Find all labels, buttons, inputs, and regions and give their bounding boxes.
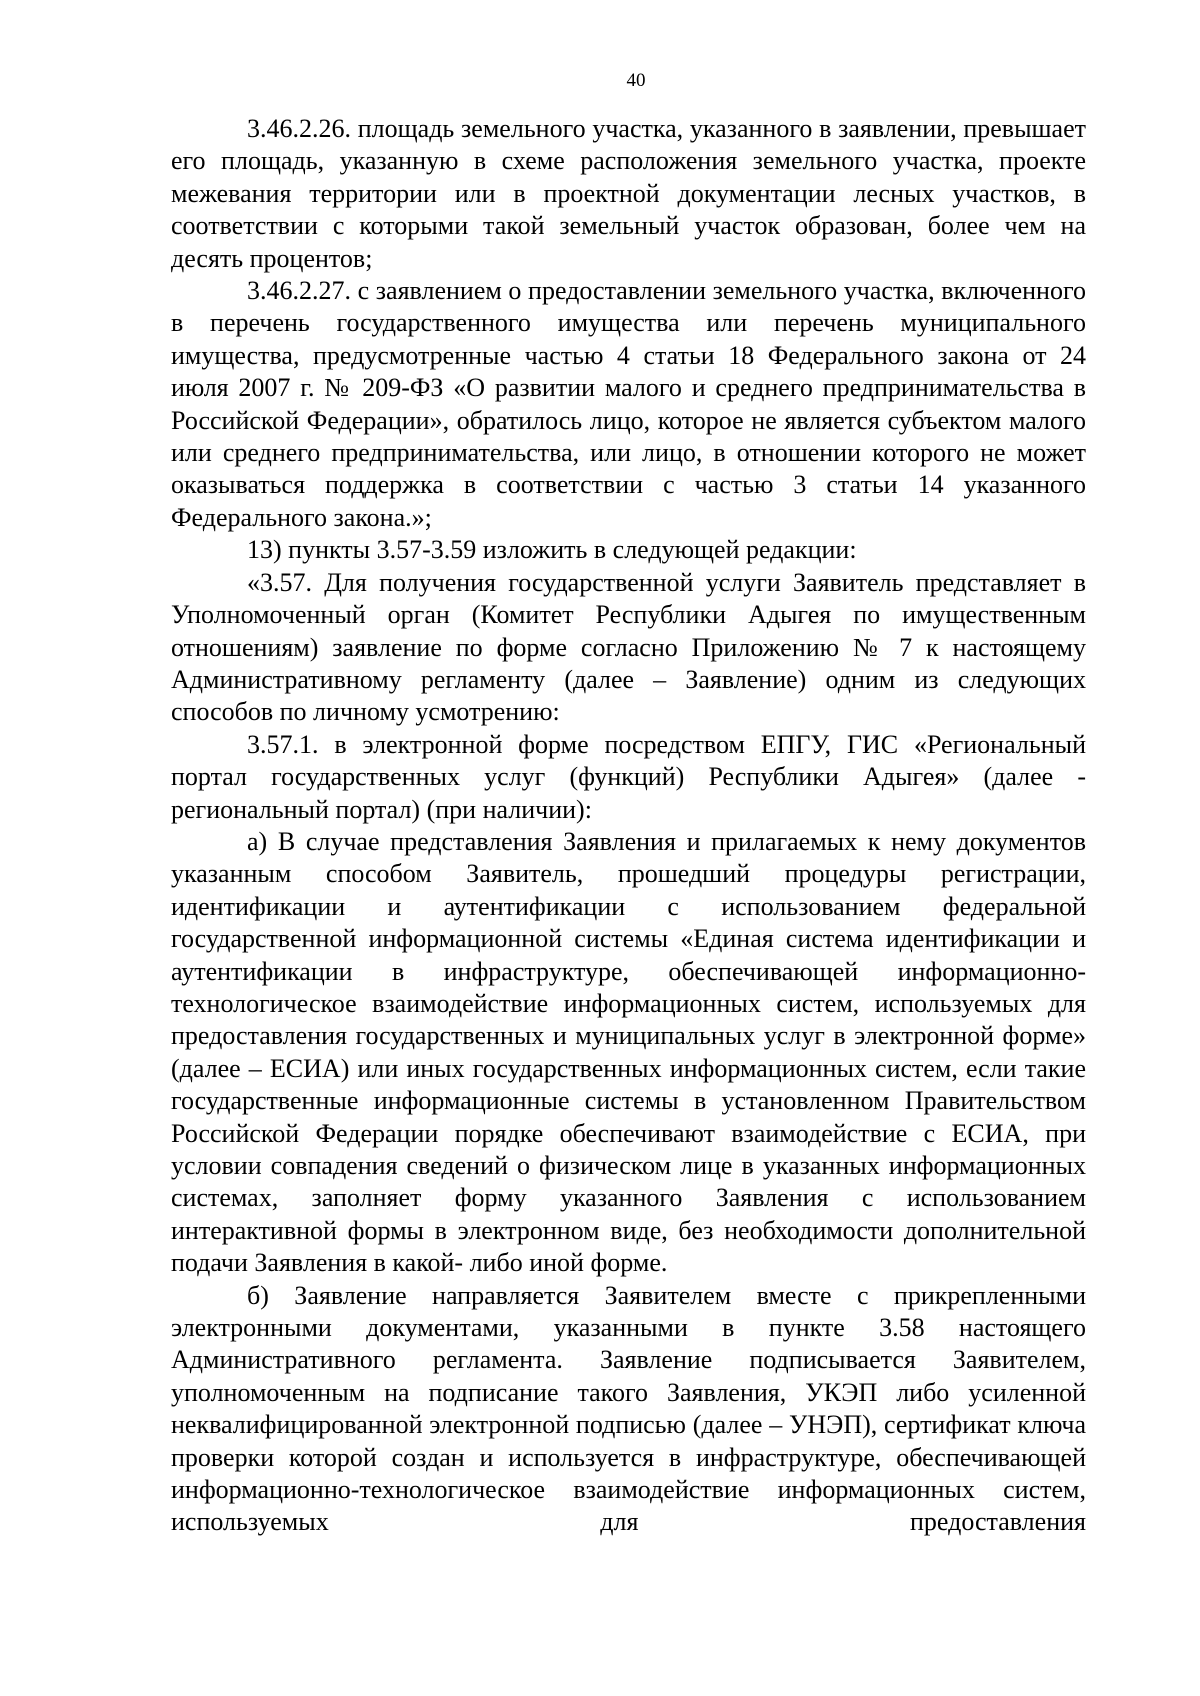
paragraph-subitem-b: б) Заявление направляется Заявителем вместе с прикрепленными электронными документами, указанными в пункте 3.58 настоящего Административного регламента. Заявление подписывается Заявителем, уполномоченным на подписание такого Заявления, УКЭП либо усиленной неквалифицированной электронной подписью (далее – УНЭП), сертификат ключа проверки которой создан и используется в инфраструктуре, обеспечивающей информационно-технологическое взаимодействие информационных систем, используемых для предоставления	[171, 1280, 1086, 1537]
paragraph-3-46-2-27: 3.46.2.27. с заявлением о предоставлении земельного участка, включенного в перечень государственного имущества или перечень муниципального имущества, предусмотренные частью 4 статьи 18 Федерального закона от 24 июля 2007 г. № 209-ФЗ «О развитии малого и среднего предпринимательства в Российской Федерации», обратилось лицо, которое не является субъектом малого или среднего предпринимательства, или лицо, в отношении которого не может оказываться поддержка в соответствии с частью 3 статьи 14 указанного Федерального закона.»;	[171, 276, 1086, 532]
page-number: 40	[626, 70, 646, 91]
paragraph-3-57-1: 3.57.1. в электронной форме посредством ЕПГУ, ГИС «Региональный портал государственных услуг (функций) Республики Адыгея» (далее - региональный портал) (при наличии):	[171, 729, 1086, 824]
paragraph-item-13: 13) пункты 3.57-3.59 изложить в следующей редакции:	[247, 535, 857, 565]
document-body	[171, 113, 1086, 1539]
paragraph-subitem-a: а) В случае представления Заявления и прилагаемых к нему документов указанным способом Заявитель, прошедший процедуры регистрации, идентификации и аутентификации с использованием федеральной государственной информационной системы «Единая система идентификации и аутентификации в инфраструктуре, обеспечивающей информационно-технологическое взаимодействие информационных систем, используемых для предоставления государственных и муниципальных услуг в электронной форме» (далее – ЕСИА) или иных государственных информационных систем, если такие государственные информационные системы в установленном Правительством Российской Федерации порядке обеспечивают взаимодействие с ЕСИА, при условии совпадения сведений о физическом лице в указанных информационных системах, заполняет форму указанного Заявления с использованием интерактивной формы в электронном виде, без необходимости дополнительной подачи Заявления в какой- либо иной форме.	[171, 826, 1086, 1278]
paragraph-3-57: «3.57. Для получения государственной услуги Заявитель представляет в Уполномоченный орган (Комитет Республики Адыгея по имущественным отношениям) заявление по форме согласно Приложению № 7 к настоящему Административному регламенту (далее – Заявление) одним из следующих способов по личному усмотрению:	[171, 567, 1086, 727]
paragraph-3-46-2-26: 3.46.2.26. площадь земельного участка, указанного в заявлении, превышает его площадь, указанную в схеме расположения земельного участка, проекте межевания территории или в проектной документации лесных участков, в соответствии с которыми такой земельный участок образован, более чем на десять процентов;	[171, 114, 1086, 273]
